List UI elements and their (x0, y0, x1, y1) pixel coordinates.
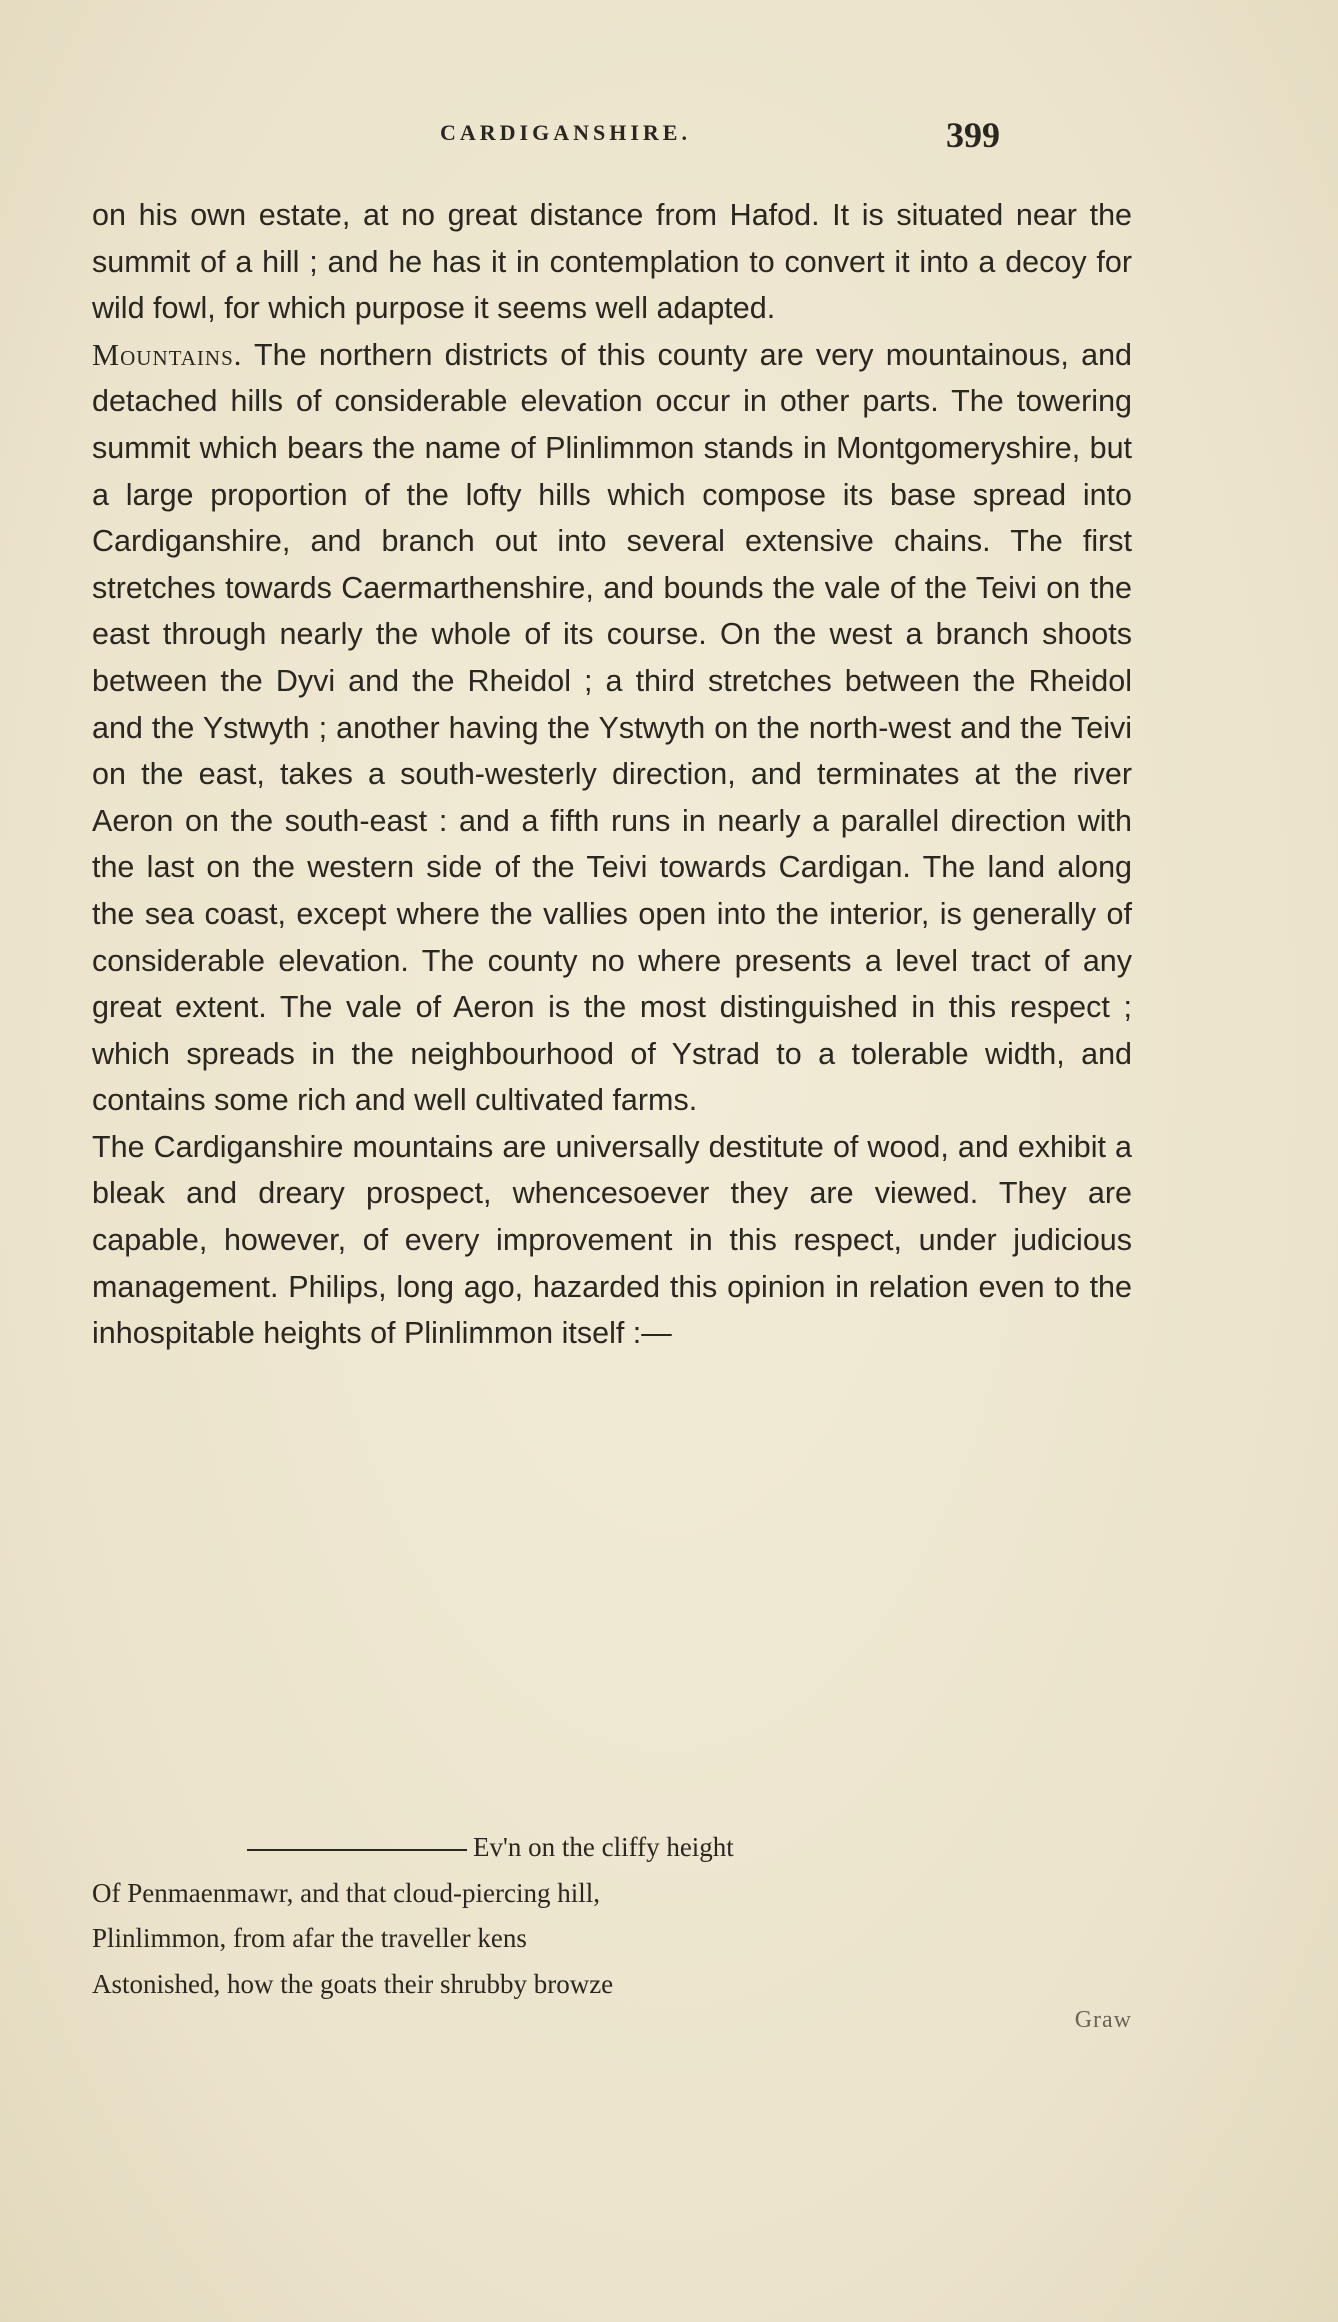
page-header (440, 115, 1000, 160)
verse-line-1 (92, 1825, 1132, 1871)
page-number: 399 (946, 115, 1000, 155)
verse-line-1-text: Ev'n on the cliffy height (473, 1832, 734, 1862)
paragraph-mountains (92, 332, 1132, 1124)
paragraph-2-text: The northern districts of this county are very mountainous, and detached hills of considerable elevation occur in other parts. The towering summit which bears the name of Plinlimmon stands in Montgomeryshire, but a large proportion of the lofty hills which compose its base spread into Cardiganshire, and branch out into several extensive chains. The first stretches towards Caermarthenshire, and bounds the vale of the Teivi on the east through nearly the whole of its course. On the west a branch shoots between the Dyvi and the Rheidol ; a third stretches between the Rheidol and the Ystwyth ; another having the Ystwyth on the north-west and the Teivi on the east, takes a south-westerly direction, and terminates at the river Aeron on the south-east : and a fifth runs in nearly a parallel direction with the last on the western side of the Teivi towards Cardigan. The land along the sea coast, except where the vallies open into the interior, is generally of considerable elevation. The county no where presents a level tract of any great extent. The vale of Aeron is the most distinguished in this respect ; which spreads in the neighbourhood of Ystrad to a tolerable width, and contains some rich and well cultivated farms. (92, 337, 1132, 1118)
paragraph-lead-mountains: Mountains. (92, 337, 243, 372)
verse-line-4: Astonished, how the goats their shrubby browze (92, 1968, 614, 1999)
body-text (92, 192, 1132, 1357)
paragraph-1-text: on his own estate, at no great distance from Hafod. It is situated near the summit of a hill ; and he has it in contemplation to convert it into a decoy for wild fowl, for which purpose it seems well adapted. (92, 198, 1132, 326)
running-title: CARDIGANSHIRE. (440, 120, 691, 145)
verse-line-3: Plinlimmon, from afar the traveller kens (92, 1923, 527, 1953)
verse-line-2: Of Penmaenmawr, and that cloud-piercing hill, (92, 1877, 601, 1908)
paragraph-3-text: The Cardiganshire mountains are universally destitute of wood, and exhibit a bleak and dreary prospect, whencesoever they are viewed. They are capable, however, of every improvement in this respect, under judicious management. Philips, long ago, hazarded this opinion in relation even to the inhospitable heights of Plinlimmon itself :— (92, 1129, 1132, 1351)
verse-quotation (92, 1825, 1132, 2007)
paragraph-1 (92, 192, 1132, 332)
catchword: Graw (1074, 2007, 1132, 2033)
paragraph-3 (92, 1124, 1132, 1357)
verse-dash-rule (247, 1849, 467, 1851)
